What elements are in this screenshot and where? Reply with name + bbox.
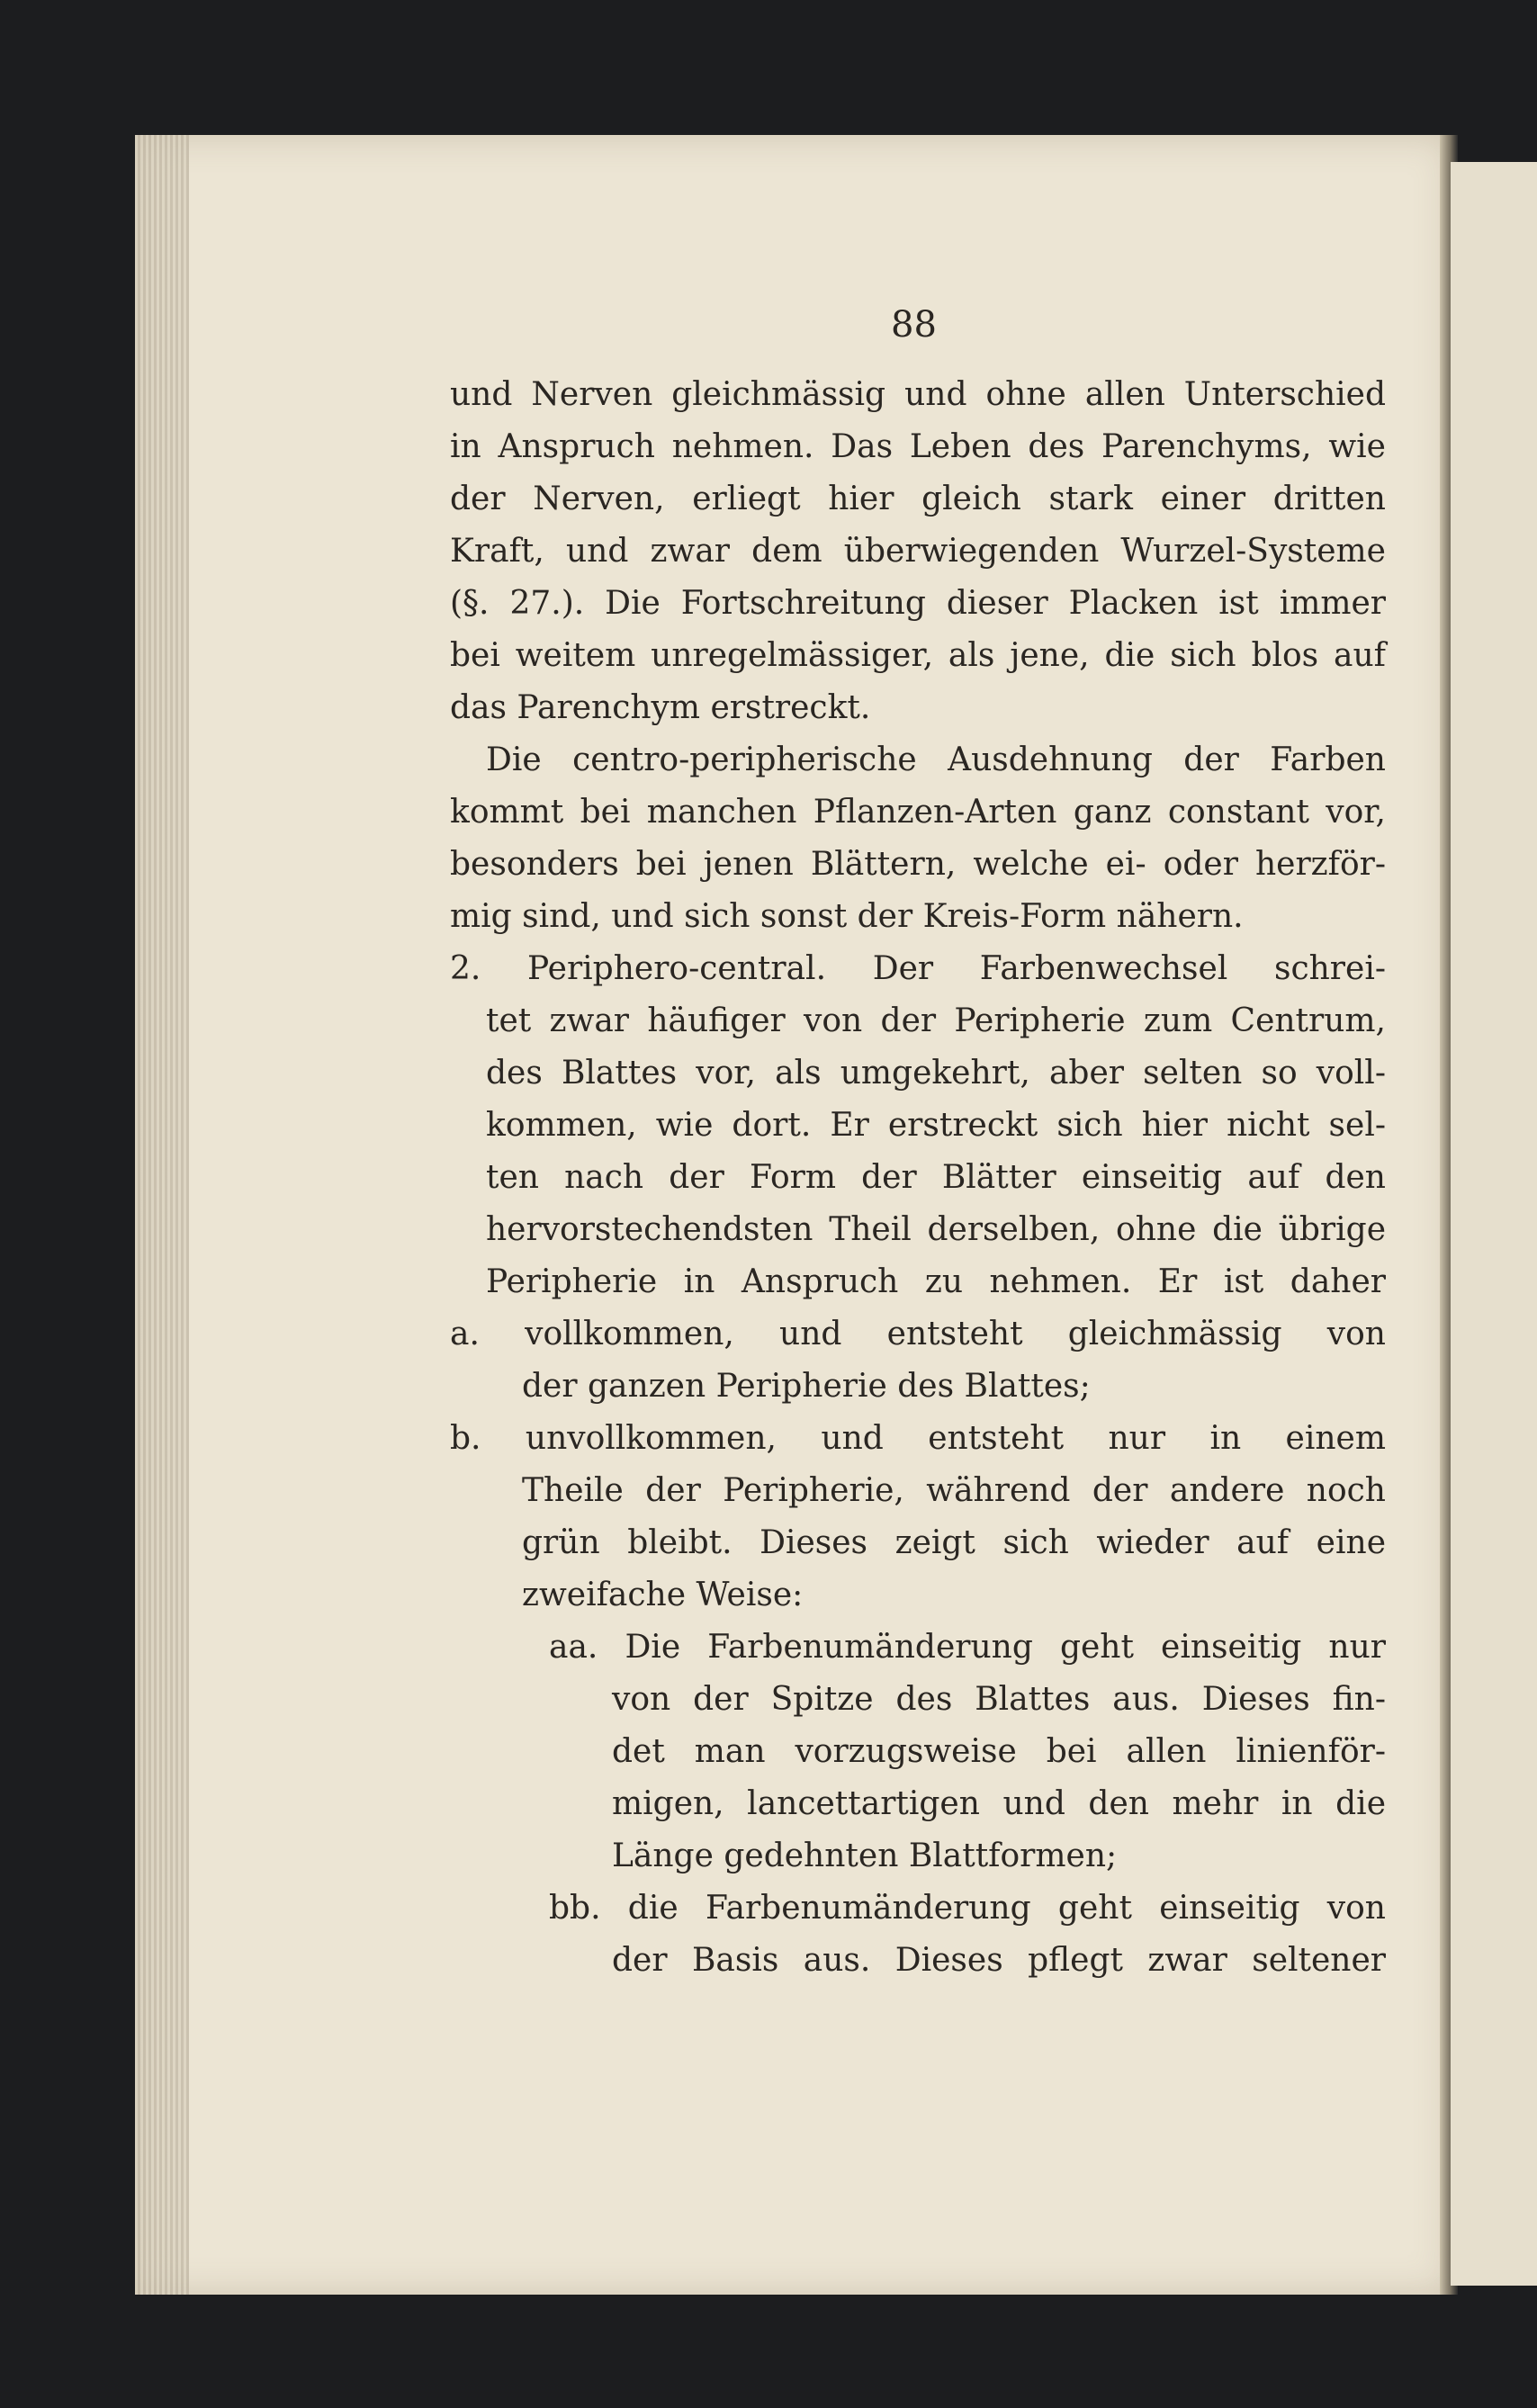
text-line: Theile der Peripherie, während der andere noch bbox=[522, 1472, 1386, 1509]
text-line: von der Spitze des Blattes aus. Dieses fin- bbox=[612, 1681, 1386, 1718]
text-line: ten nach der Form der Blätter einseitig auf den bbox=[486, 1159, 1386, 1196]
text-line: grün bleibt. Dieses zeigt sich wieder auf eine bbox=[522, 1524, 1386, 1561]
body-text bbox=[450, 369, 1386, 1987]
text-line: Kraft, und zwar dem überwiegenden Wurzel-Systeme bbox=[450, 533, 1386, 570]
list-item-2: 2. Periphero-central. Der Farbenwechsel schrei- bbox=[450, 950, 1386, 987]
text-line: des Blattes vor, als umgekehrt, aber selten so voll- bbox=[486, 1055, 1386, 1092]
text-line: Länge gedehnten Blattformen; bbox=[612, 1837, 1118, 1874]
list-item-bb: bb. die Farbenumänderung geht einseitig von bbox=[549, 1890, 1386, 1927]
text-line: der Nerven, erliegt hier gleich stark einer dritten bbox=[450, 481, 1386, 517]
text-line: tet zwar häufiger von der Peripherie zum Centrum, bbox=[486, 1002, 1386, 1039]
list-item-a: a. vollkommen, und entsteht gleichmässig von bbox=[450, 1316, 1386, 1352]
text-line: Peripherie in Anspruch zu nehmen. Er ist daher bbox=[486, 1263, 1386, 1300]
list-item-aa: aa. Die Farbenumänderung geht einseitig nur bbox=[549, 1629, 1386, 1666]
text-line: bei weitem unregelmässiger, als jene, die sich blos auf bbox=[450, 637, 1386, 674]
text-line: der Basis aus. Dieses pflegt zwar seltener bbox=[612, 1942, 1386, 1979]
text-line: hervorstechendsten Theil derselben, ohne die übrige bbox=[486, 1211, 1386, 1248]
text-line: mig sind, und sich sonst der Kreis-Form nähern. bbox=[450, 898, 1244, 935]
text-line: kommt bei manchen Pflanzen-Arten ganz constant vor, bbox=[450, 794, 1386, 831]
text-line: besonders bei jenen Blättern, welche ei- oder herzför- bbox=[450, 846, 1386, 883]
list-item-b: b. unvollkommen, und entsteht nur in einem bbox=[450, 1420, 1386, 1457]
text-line: migen, lancettartigen und den mehr in die bbox=[612, 1785, 1386, 1822]
page-edges bbox=[135, 135, 189, 2295]
text-line: (§. 27.). Die Fortschreitung dieser Placken ist immer bbox=[450, 585, 1386, 622]
text-line: in Anspruch nehmen. Das Leben des Parenchyms, wie bbox=[450, 428, 1386, 465]
text-line: und Nerven gleichmässig und ohne allen Unterschied bbox=[450, 376, 1386, 413]
text-line: det man vorzugsweise bei allen linienför- bbox=[612, 1733, 1386, 1770]
text-line: zweifache Weise: bbox=[522, 1577, 804, 1613]
text-line: der ganzen Peripherie des Blattes; bbox=[522, 1368, 1091, 1405]
text-line: Die centro-peripherische Ausdehnung der Farben bbox=[486, 741, 1386, 778]
page-number: 88 bbox=[891, 304, 937, 346]
text-line: kommen, wie dort. Er erstreckt sich hier nicht sel- bbox=[486, 1107, 1386, 1144]
text-line: das Parenchym erstreckt. bbox=[450, 689, 871, 726]
facing-page-edge bbox=[1451, 162, 1537, 2286]
